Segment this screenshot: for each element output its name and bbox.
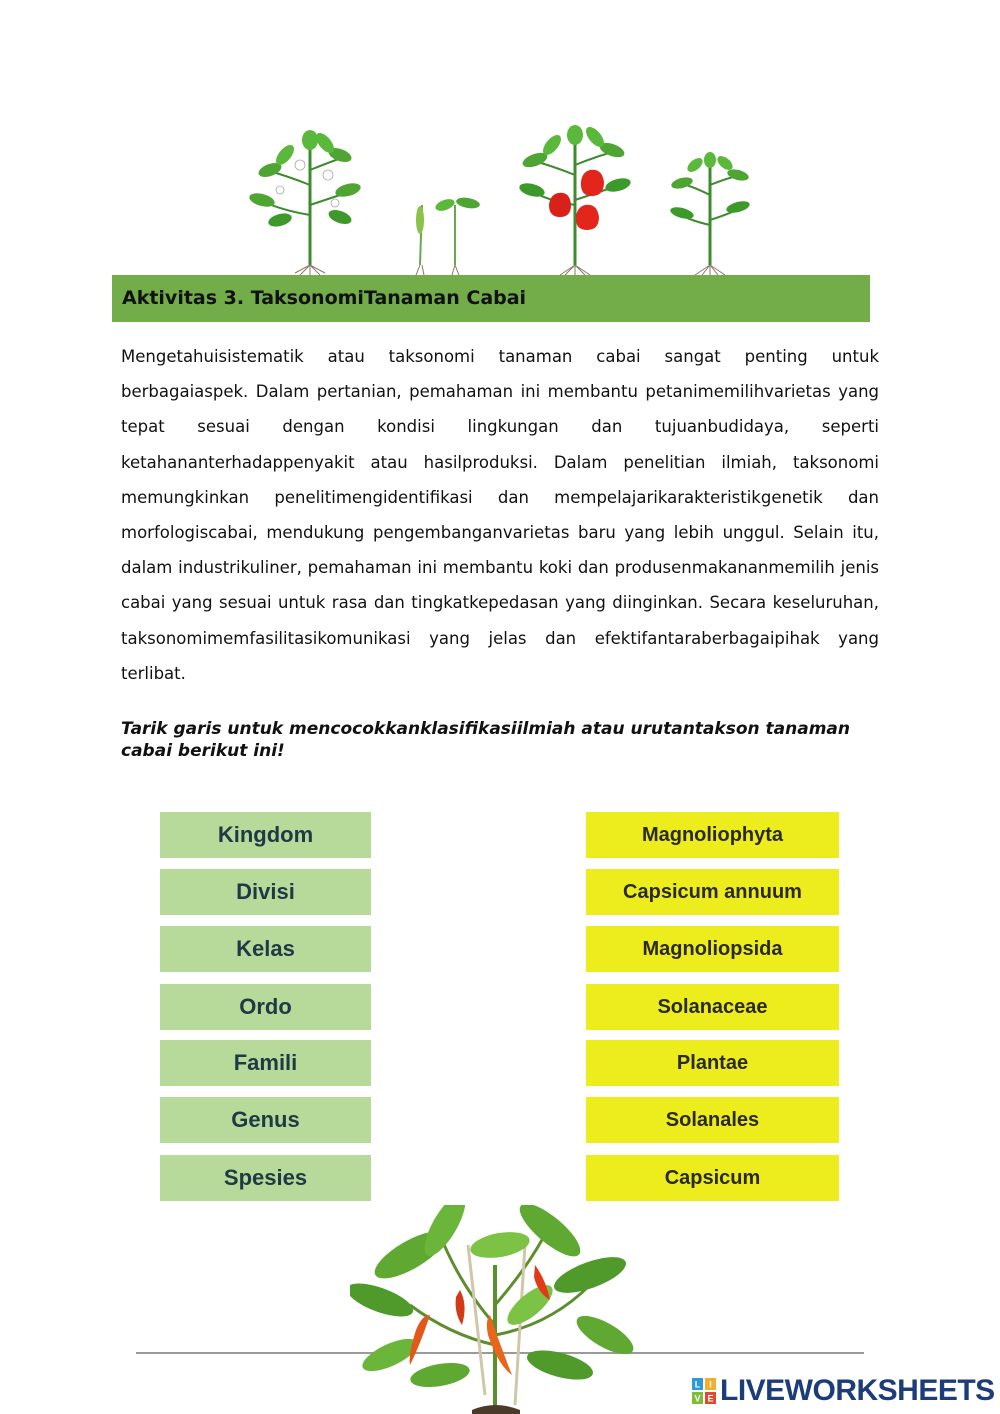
young-plant-icon (669, 152, 751, 275)
fruiting-plant-icon (518, 125, 632, 275)
taxon-box-solanales[interactable]: Solanales (586, 1097, 839, 1143)
flowering-plant-icon (248, 130, 362, 275)
rank-box-spesies[interactable]: Spesies (160, 1155, 371, 1201)
taxon-box-solanaceae[interactable]: Solanaceae (586, 984, 839, 1030)
taxon-box-plantae[interactable]: Plantae (586, 1040, 839, 1086)
rank-box-kingdom[interactable]: Kingdom (160, 812, 371, 858)
taxon-box-magnoliophyta[interactable]: Magnoliophyta (586, 812, 839, 858)
logo-badge-letter: L (694, 1379, 701, 1390)
instruction-text: Tarik garis untuk mencocokkanklasifikasiilmiah atau urutantakson tanaman cabai berikut ini! (121, 719, 850, 761)
rank-box-kelas[interactable]: Kelas (160, 926, 371, 972)
taxon-box-capsicum[interactable]: Capsicum (586, 1155, 839, 1201)
taxon-box-magnoliopsida[interactable]: Magnoliopsida (586, 926, 839, 972)
logo-badge-letter: I (709, 1379, 712, 1390)
taxon-box-capsicum-annuum[interactable]: Capsicum annuum (586, 869, 839, 915)
rank-box-divisi[interactable]: Divisi (160, 869, 371, 915)
liveworksheets-logo (692, 1373, 995, 1409)
logo-badge-letter: V (694, 1393, 701, 1404)
activity-header-bar (112, 275, 870, 322)
activity-title: Aktivitas 3. TaksonomiTanaman Cabai (122, 287, 527, 309)
rank-box-famili[interactable]: Famili (160, 1040, 371, 1086)
chili-plant-photo (350, 1205, 640, 1414)
plant-growth-illustration (240, 125, 760, 275)
rank-box-ordo[interactable]: Ordo (160, 984, 371, 1030)
intro-paragraph: Mengetahuisistematik atau taksonomi tanaman cabai sangat penting untuk berbagaiaspek. Dalam pertanian, pemahaman ini membantu petanimemilihvarietas yang tepat sesuai dengan kondisi lingkungan dan tujuanbudidaya, seperti ketahananterhadappenyakit atau hasilproduksi. Dalam penelitian ilmiah, taksonomi memungkinkan penelitimengidentifikasi dan mempelajarikarakteristikgenetik dan morfologiscabai, mendukung pengembanganvarietas baru yang lebih unggul. Selain itu, dalam industrikuliner, pemahaman ini membantu koki dan produsenmakananmemilih jenis cabai yang sesuai untuk rasa dan tingkatkepedasan yang diinginkan. Secara keseluruhan, taksonomimemfasilitasikomunikasi yang jelas dan efektifantaraberbagaipihak yang terlibat. (121, 347, 879, 683)
seedling-icon (416, 196, 481, 275)
logo-badge-letter: E (707, 1393, 714, 1404)
liveworksheets-logo-icon (692, 1378, 716, 1404)
logo-text: LIVEWORKSHEETS (720, 1374, 995, 1407)
rank-box-genus[interactable]: Genus (160, 1097, 371, 1143)
